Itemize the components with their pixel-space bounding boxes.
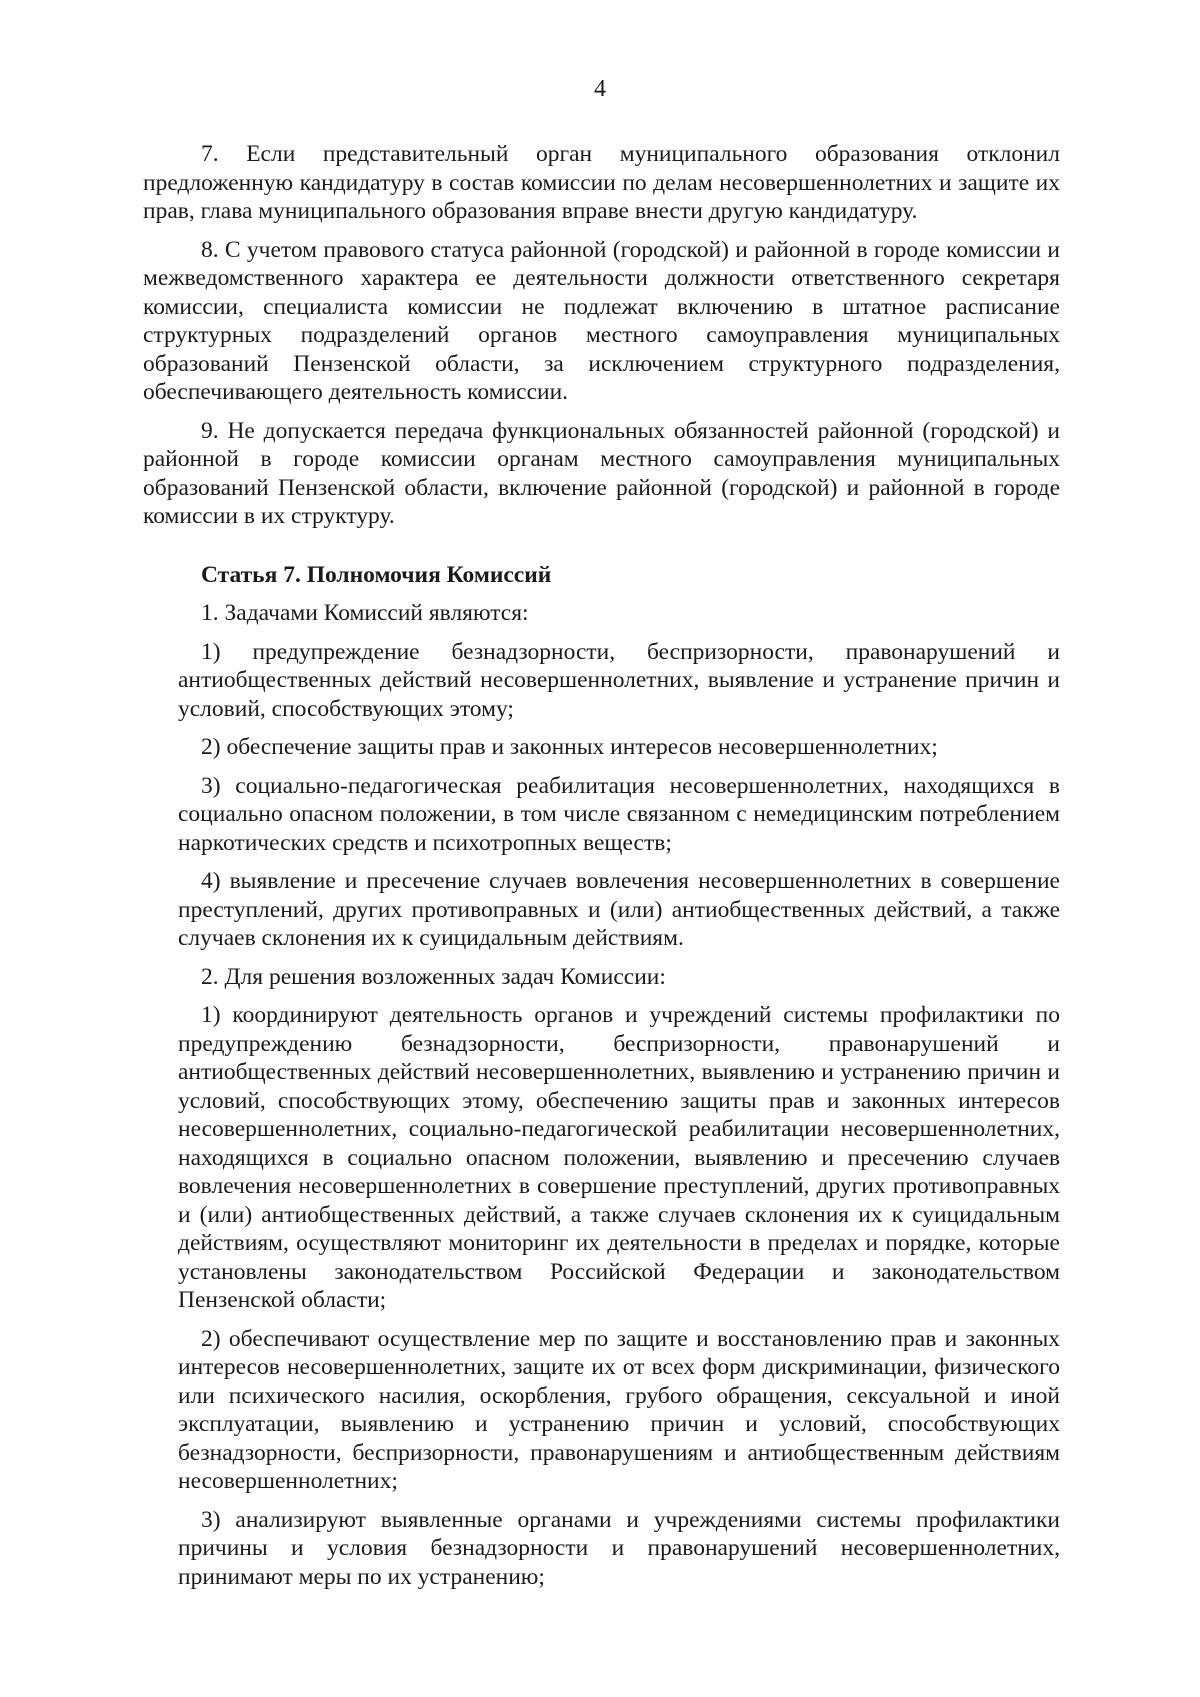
section-2-item-3: 3) анализируют выявленные органами и учреждениями системы профилактики причины и условия безнадзорности и правонарушений несовершеннолетних, принимают меры по их устранению; bbox=[178, 1506, 1060, 1590]
section-2-item-1: 1) координируют деятельность органов и учреждений системы профилактики по предупреждению безнадзорности, беспризорности, правонарушений и антиобщественных действий несовершеннолетних, выявлению и устранению причин и условий, способствующих этому, обеспечению защиты прав и законных интересов несовершеннолетних, социально-педагогической реабилитации несовершеннолетних, находящихся в социально опасном положении, выявлению и пресечению случаев вовлечения несовершеннолетних в совершение преступлений, других противоправных и (или) антиобщественных действий, а также случаев склонения их к суицидальным действиям, осуществляют мониторинг их деятельности в пределах и порядке, которые установлены законодательством Российской Федерации и законодательством Пензенской области; bbox=[178, 1002, 1060, 1313]
paragraph-8: 8. С учетом правового статуса районной (городской) и районной в городе комиссии и межведомственного характера ее деятельности должности ответственного секретаря комиссии, специалиста комиссии не подлежат включению в штатное расписание структурных подразделений органов местного самоуправления муниципальных образований Пензенской области, за исключением структурного подразделения, обеспечивающего деятельность комиссии. bbox=[143, 236, 1060, 405]
section-1-lead: 1. Задачами Комиссий являются: bbox=[201, 600, 529, 626]
article-heading: Статья 7. Полномочия Комиссий bbox=[201, 561, 552, 588]
section-1-item-4: 4) выявление и пресечение случаев вовлечения несовершеннолетних в совершение преступлений, других противоправных и (или) антиобщественных действий, а также случаев склонения их к суицидальным действиям. bbox=[178, 868, 1060, 951]
paragraph-9: 9. Не допускается передача функциональных обязанностей районной (городской) и районной в городе комиссии органам местного самоуправления муниципальных образований Пензенской области, включение районной (городской) и районной в городе комиссии в их структуру. bbox=[143, 417, 1060, 529]
document-body bbox=[143, 140, 1060, 1601]
section-2-item-2: 2) обеспечивают осуществление мер по защите и восстановлению прав и законных интересов несовершеннолетних, защите их от всех форм дискриминации, физического или психического насилия, оскорбления, грубого обращения, сексуальной и иной эксплуатации, выявлению и устранению причин и условий, способствующих безнадзорности, беспризорности, правонарушениям и антиобщественным действиям несовершеннолетних; bbox=[178, 1325, 1060, 1494]
section-2-lead: 2. Для решения возложенных задач Комиссии: bbox=[201, 963, 666, 990]
section-1-item-2: 2) обеспечение защиты прав и законных интересов несовершеннолетних; bbox=[201, 734, 938, 760]
section-1-item-1: 1) предупреждение безнадзорности, беспризорности, правонарушений и антиобщественных действий несовершеннолетних, выявление и устранение причин и условий, способствующих этому; bbox=[178, 638, 1060, 722]
page-number: 4 bbox=[594, 76, 606, 102]
paragraph-7: 7. Если представительный орган муниципального образования отклонил предложенную кандидатуру в состав комиссии по делам несовершеннолетних и защите их прав, глава муниципального образования вправе внести другую кандидатуру. bbox=[143, 141, 1060, 224]
section-1-item-3: 3) социально-педагогическая реабилитация несовершеннолетних, находящихся в социально опасном положении, в том числе связанном с немедицинским потреблением наркотических средств и психотропных веществ; bbox=[178, 772, 1060, 856]
